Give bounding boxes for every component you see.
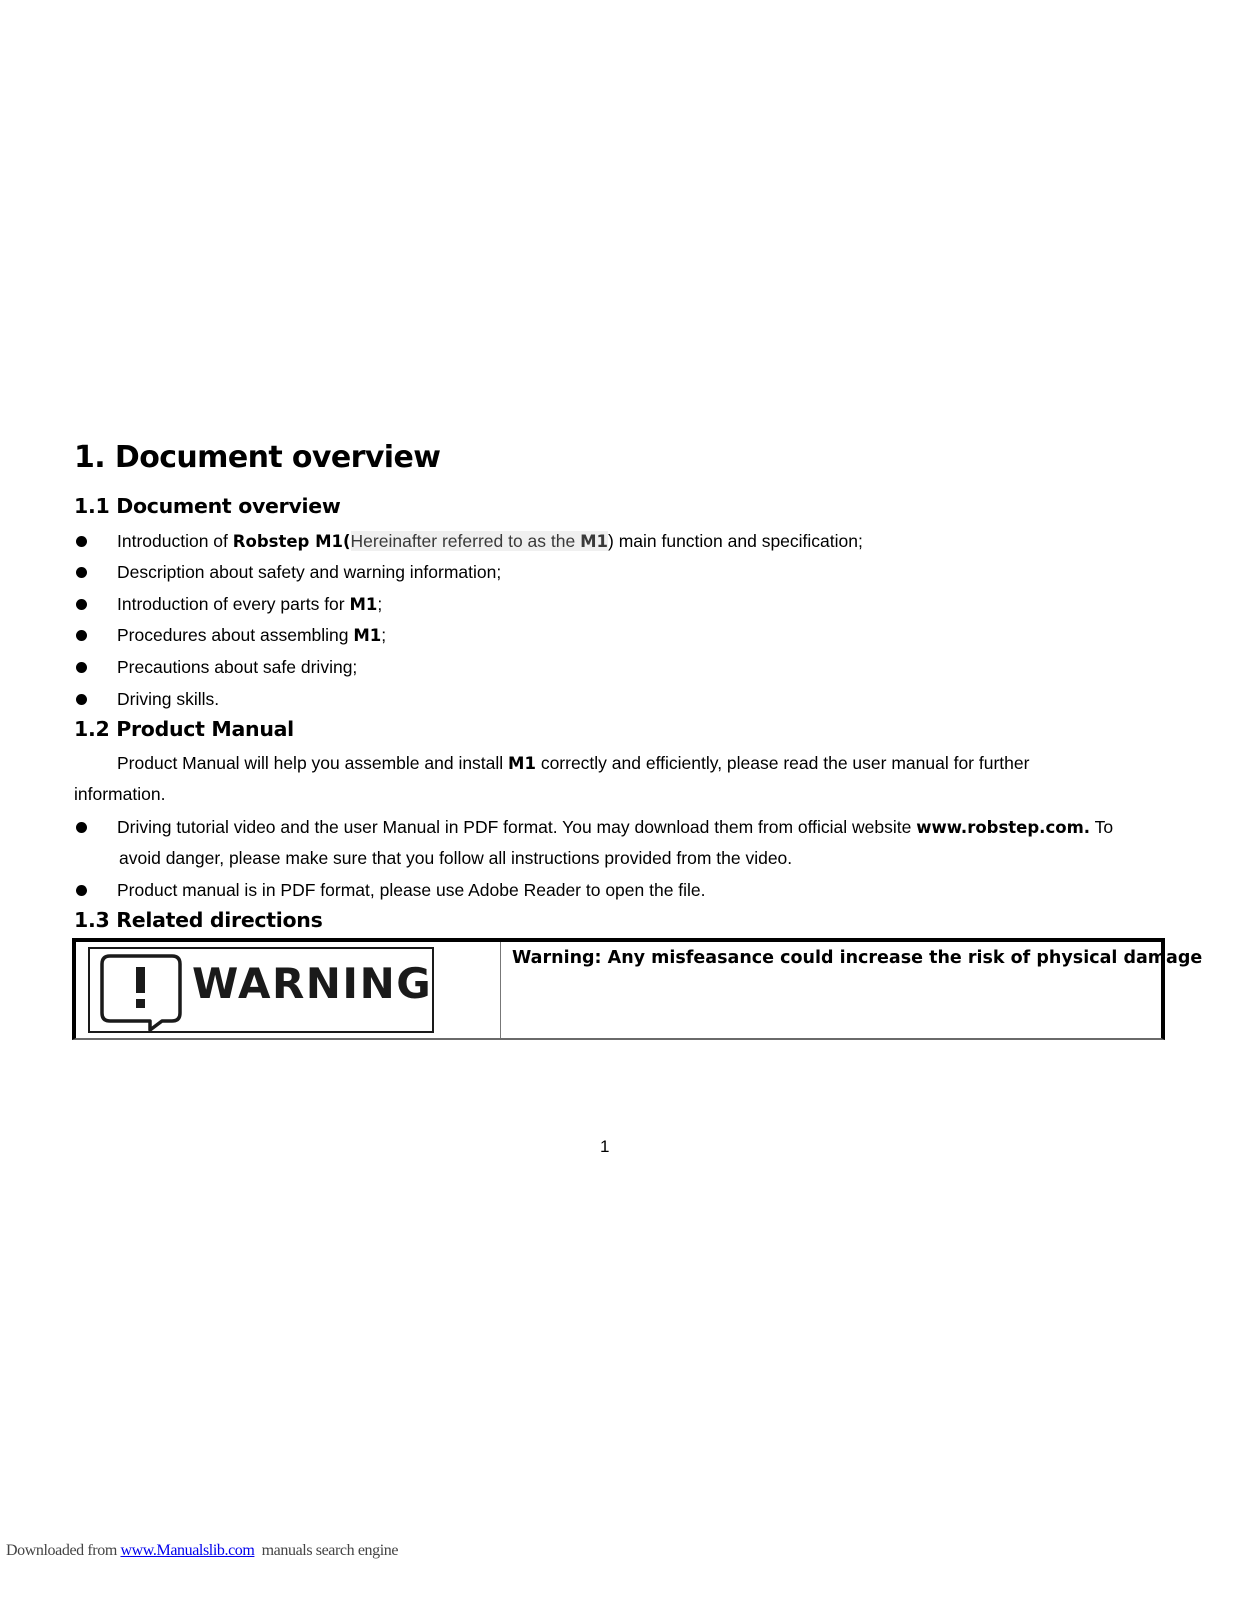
tutorial-video-item-cont: avoid danger, please make sure that you follow all instructions provided from the video. [119,848,793,868]
note-text: Hereinafter referred to as the [350,531,581,551]
item-text: Driving tutorial video and the user Manual in PDF format. You may download them from official website [117,817,917,837]
bullet-dot [76,885,87,896]
bullet-dot [76,630,87,641]
bullet-dot [76,599,87,610]
subsection-title-product-manual: 1.2 Product Manual [74,717,294,741]
item-text: Procedures about assembling [117,625,354,645]
item-text-end: To [1090,817,1114,837]
product-name: Robstep M1( [232,532,351,551]
warning-text: Warning: Any misfeasance could increase the risk of physical damage [512,948,1203,968]
overview-item-intro [117,530,863,553]
section-title: 1. Document overview [74,440,441,475]
page-number: 1 [600,1137,610,1156]
footer-text-end: manuals search engine [254,1542,399,1559]
subsection-title-document-overview: 1.1 Document overview [74,494,341,518]
overview-item-safety: Description about safety and warning information; [117,562,502,582]
note-bold: M1 [580,532,608,551]
website-link[interactable]: www.robstep.com. [916,818,1091,837]
model-name: M1 [353,626,382,645]
model-name: M1 [508,754,536,773]
table-divider [500,942,501,1038]
subsection-title-related-directions: 1.3 Related directions [74,908,323,932]
paragraph-text-end: correctly and efficiently, please read the user manual for further [535,753,1030,773]
overview-item-assembling [117,624,386,647]
bullet-dot [76,536,87,547]
warning-sign-word: WARNING [192,959,433,1008]
item-text-end: ; [377,594,383,614]
bullet-dot [76,662,87,673]
warning-table [72,938,1203,1040]
exclamation-bubble-icon [100,953,182,1031]
item-text-end: ; [381,625,387,645]
model-name: M1 [349,595,378,614]
item-text: Introduction of every parts for [117,594,350,614]
paragraph-text: Product Manual will help you assemble and install [117,753,509,773]
footer-text: Downloaded from [6,1542,121,1559]
highlighted-note [351,531,608,551]
item-text: Introduction of [117,531,233,551]
bullet-dot [76,567,87,578]
bullet-dot [76,822,87,833]
product-manual-paragraph [117,752,1029,775]
item-text-end: ) main function and specification; [608,531,863,551]
manualslib-link[interactable]: www.Manualslib.com [120,1542,255,1559]
download-footer [6,1542,398,1560]
overview-item-skills: Driving skills. [117,689,220,709]
overview-item-precautions: Precautions about safe driving; [117,657,358,677]
warning-sign [88,947,434,1033]
bullet-dot [76,694,87,705]
pdf-format-item: Product manual is in PDF format, please use Adobe Reader to open the file. [117,880,706,900]
tutorial-video-item [117,816,1113,839]
overview-item-parts [117,593,382,616]
product-manual-paragraph-cont: information. [74,784,166,804]
